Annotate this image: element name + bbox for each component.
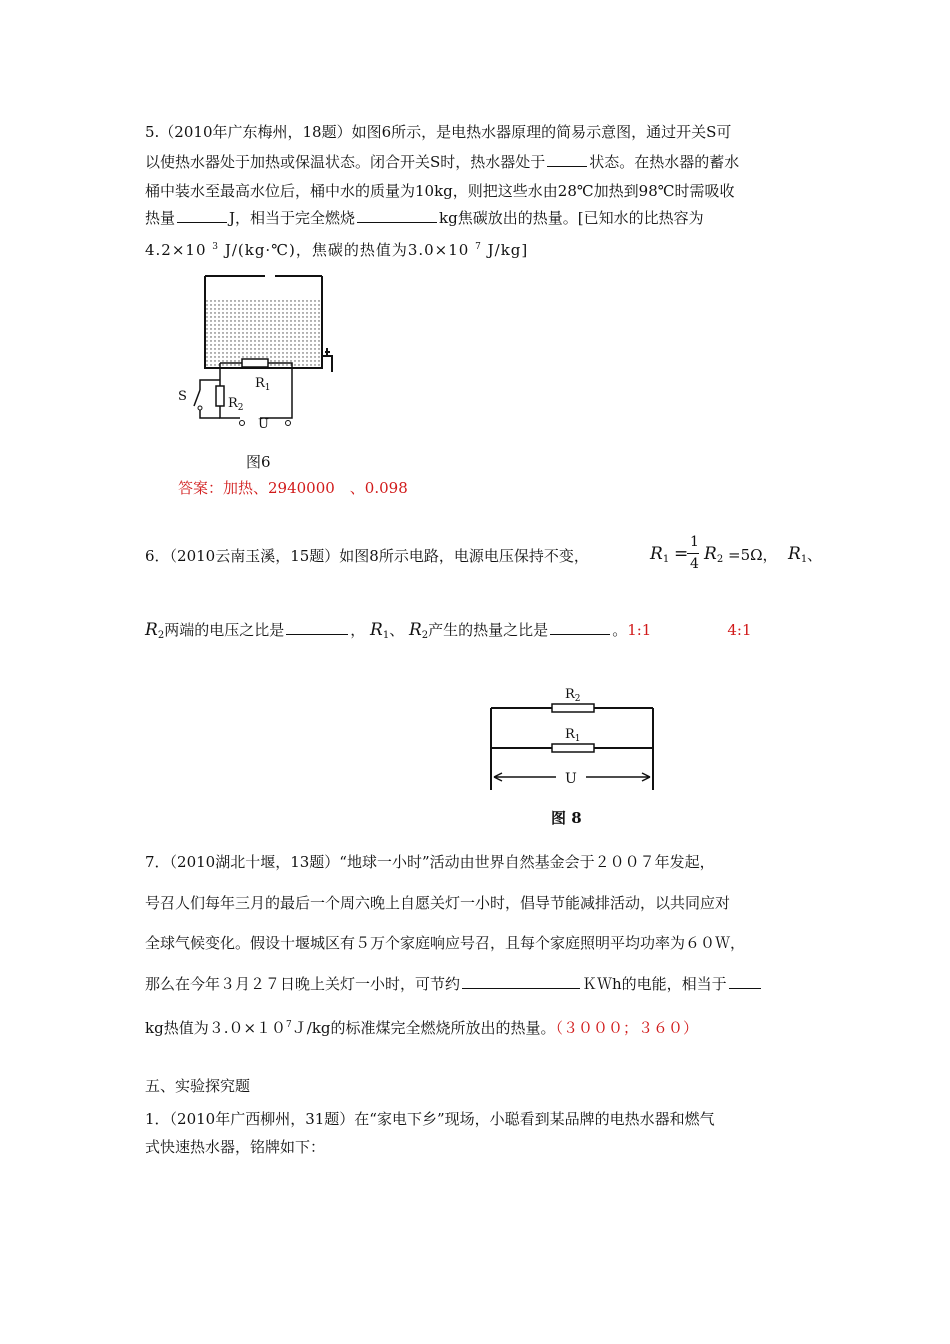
q5-line-3: 桶中装水至最高水位后，桶中水的质量为10kg，则把这些水由28℃加热到98℃时需吸收 (145, 182, 735, 200)
switch-label: S (178, 389, 187, 404)
q5-line-5-part-a: 4.2×10 (145, 241, 207, 259)
q6-line2-part-a: 两端的电压之比是 (164, 621, 285, 639)
q6-formula-r2: $R_2$ (704, 544, 724, 565)
q5-blank-state[interactable] (547, 152, 587, 167)
terminal-right (286, 421, 291, 426)
q5-line-5-part-c: J/kg] (487, 241, 529, 259)
q5-line-2-part-a: 以使热水器处于加热或保温状态。闭合开关S时，热水器处于 (145, 153, 546, 171)
resistor-r1 (242, 359, 268, 367)
q6-line2-sep: 、 (389, 621, 405, 639)
q6-blank-heat-ratio[interactable] (550, 620, 610, 635)
q6-formula-r1: $R_1$ (650, 544, 670, 565)
q5-answer: 答案：加热、2940000 、0.098 (178, 479, 408, 497)
section5-q1-line-1: 1．（2010年广西柳州，31题）在“家电下乡”现场，小聪看到某品牌的电热水器和燃气 (145, 1110, 715, 1128)
r2-label: $R_2$ (228, 396, 244, 413)
q5-line-2-part-b: 状态。在热水器的蓄水 (589, 153, 740, 171)
q6-line-2 (145, 620, 751, 646)
q5-blank-mass[interactable] (357, 208, 437, 223)
q5-line-4-part-c: kg焦碳放出的热量。[已知水的比热容为 (439, 209, 704, 227)
water-fill (205, 298, 322, 368)
water-heater-diagram (170, 268, 350, 438)
r1-label: $R_1$ (255, 376, 271, 393)
q5-exp-3: 3 (212, 242, 220, 252)
q6-answer-2: 4:1 (727, 621, 752, 639)
resistor-r1-fig8 (552, 744, 594, 752)
q5-line-5 (145, 237, 528, 260)
q6-formula-den: 4 (690, 556, 699, 572)
r2-label-fig8: $R_2$ (565, 687, 581, 704)
q7-line-1: 7．（2010湖北十堰，13题）“地球一小时”活动由世界自然基金会于２００７年发起， (145, 853, 715, 871)
q6-line2-r2b: $R_2$ (408, 620, 429, 641)
q7-blank-coal-mass[interactable] (729, 974, 761, 989)
terminal-left (240, 421, 245, 426)
q7-line-5 (145, 1015, 698, 1038)
q6-blank-voltage-ratio[interactable] (286, 620, 348, 635)
switch-contact (198, 406, 202, 410)
q6-line2-r2: $R_2$ (145, 620, 165, 641)
q5-line-4-part-a: 热量 (145, 209, 176, 227)
q7-line-4 (145, 974, 763, 994)
q7-blank-energy[interactable] (462, 974, 580, 989)
q6-formula-num: 1 (690, 534, 699, 550)
q6-r1-tail: $R_1$ (788, 544, 808, 565)
q6-fraction-bar (687, 553, 699, 554)
q7-line5-part-b: Ｊ/kg的标准煤完全燃烧所放出的热量。 (291, 1019, 556, 1037)
q7-line-2: 号召人们每年三月的最后一个周六晚上自愿关灯一小时，倡导节能减排活动，以共同应对 (145, 894, 731, 912)
q7-line4-part-b: ＫＷh的电能，相当于 (582, 975, 727, 993)
q7-exp-7: 7 (286, 1020, 292, 1030)
q6-line2-part-d: 。 (612, 621, 628, 639)
resistor-r2-fig8 (552, 704, 594, 712)
q5-line-4 (145, 208, 704, 228)
q6-line-1: 6．（2010云南玉溪，15题）如图8所示电路，电源电压保持不变， (145, 547, 589, 565)
q5-exp-7: 7 (475, 242, 482, 252)
q7-answer: （３０００；３６０） (555, 1019, 699, 1037)
q5-line-1: 5.（2010年广东梅州，18题）如图6所示，是电热水器原理的简易示意图，通过开关S可 (145, 123, 732, 141)
q6-line2-part-b: ， (350, 621, 366, 639)
parallel-circuit-diagram (486, 680, 660, 798)
section5-heading: 五、实验探究题 (145, 1077, 251, 1095)
q6-line2-r1: $R_1$ (370, 620, 390, 641)
q5-line-4-part-b: J，相当于完全燃烧 (229, 209, 356, 227)
q5-line-2 (145, 152, 739, 172)
q6-line2-part-c: 产生的热量之比是 (428, 621, 549, 639)
resistor-r2 (216, 386, 224, 406)
voltage-label: U (258, 417, 269, 432)
q6-answer-1: 1:1 (627, 621, 652, 639)
q6-tail-sep: 、 (807, 546, 823, 564)
q5-line-5-part-b: J/(kg·℃)，焦碳的热值为3.0×10 (224, 241, 470, 259)
q6-formula-eq: = (674, 544, 689, 564)
q5-figure-caption: 图6 (246, 453, 271, 471)
section5-q1-line-2: 式快速热水器，铭牌如下： (145, 1138, 326, 1156)
q7-line-3: 全球气候变化。假设十堰城区有５万个家庭响应号召，且每个家庭照明平均功率为６０Ｗ， (145, 934, 746, 952)
q7-line5-part-a: kg热值为３.０×１０ (145, 1019, 287, 1037)
voltage-label-fig8: U (565, 771, 577, 787)
q6-figure-caption: 图 8 (551, 809, 582, 827)
q7-line4-part-a: 那么在今年３月２７日晚上关灯一小时，可节约 (145, 975, 461, 993)
r1-label-fig8: $R_1$ (565, 727, 581, 744)
q5-blank-heat[interactable] (177, 208, 227, 223)
tap (322, 348, 332, 372)
q6-formula-rest: =5Ω， (728, 546, 778, 564)
